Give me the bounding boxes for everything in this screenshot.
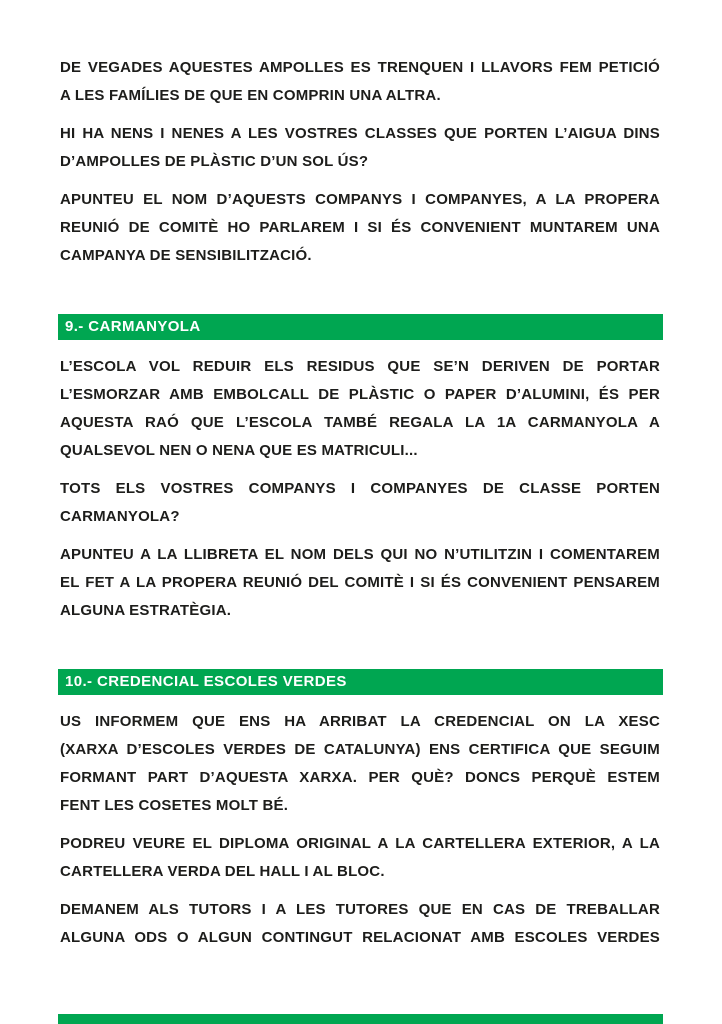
text-line: L’ESCOLA VOL REDUIR ELS RESIDUS QUE SE’N DERIVEN DE PORTAR (60, 358, 660, 375)
paragraph (60, 186, 660, 270)
text-line: L’ESMORZAR AMB EMBOLCALL DE PLÀSTIC O PAPER D’ALUMINI, ÉS PER (60, 386, 660, 403)
text-line: (XARXA D’ESCOLES VERDES DE CATALUNYA) ENS CERTIFICA QUE SEGUIM (60, 741, 660, 758)
text-line: CARTELLERA VERDA DEL HALL I AL BLOC. (60, 863, 385, 880)
text-line: FORMANT PART D’AQUESTA XARXA. PER QUÈ? DONCS PERQUÈ ESTEM (60, 769, 660, 786)
text-line: US INFORMEM QUE ENS HA ARRIBAT LA CREDENCIAL ON LA XESC (60, 713, 660, 730)
text-line: FENT LES COSETES MOLT BÉ. (60, 797, 289, 814)
text-line: REUNIÓ DE COMITÈ HO PARLAREM I SI ÉS CONVENIENT MUNTAREM UNA (60, 219, 660, 236)
paragraph (60, 54, 660, 110)
paragraph (60, 896, 660, 952)
section-header-credencial-escoles-verdes: 10.- CREDENCIAL ESCOLES VERDES (58, 669, 663, 695)
text-line: D’AMPOLLES DE PLÀSTIC D’UN SOL ÚS? (60, 153, 369, 170)
text-line: A LES FAMÍLIES DE QUE EN COMPRIN UNA ALTRA. (60, 87, 441, 104)
text-line: APUNTEU EL NOM D’AQUESTS COMPANYS I COMPANYES, A LA PROPERA (60, 191, 660, 208)
text-line: DE VEGADES AQUESTES AMPOLLES ES TRENQUEN I LLAVORS FEM PETICIÓ (60, 59, 660, 76)
text-line: CARMANYOLA? (60, 508, 180, 525)
text-line: HI HA NENS I NENES A LES VOSTRES CLASSES QUE PORTEN L’AIGUA DINS (60, 125, 660, 142)
paragraph (60, 475, 660, 531)
paragraph (60, 120, 660, 176)
section-header-carmanyola: 9.- CARMANYOLA (58, 314, 663, 340)
text-line: TOTS ELS VOSTRES COMPANYS I COMPANYES DE CLASSE PORTEN (60, 480, 660, 497)
paragraph (60, 830, 660, 886)
text-line: QUALSEVOL NEN O NENA QUE ES MATRICULI... (60, 442, 418, 459)
paragraph (60, 708, 660, 820)
text-line: DEMANEM ALS TUTORS I A LES TUTORES QUE EN CAS DE TREBALLAR (60, 901, 660, 918)
text-line: EL FET A LA PROPERA REUNIÓ DEL COMITÈ I SI ÉS CONVENIENT PENSAREM (60, 574, 660, 591)
text-line: ALGUNA ESTRATÈGIA. (60, 602, 232, 619)
text-line: AQUESTA RAÓ QUE L’ESCOLA TAMBÉ REGALA LA 1A CARMANYOLA A (60, 414, 660, 431)
text-line: APUNTEU A LA LLIBRETA EL NOM DELS QUI NO N’UTILITZIN I COMENTAREM (60, 546, 660, 563)
partial-next-section-bar (58, 1014, 663, 1024)
paragraph (60, 541, 660, 625)
text-line: PODREU VEURE EL DIPLOMA ORIGINAL A LA CARTELLERA EXTERIOR, A LA (60, 835, 660, 852)
text-line: CAMPANYA DE SENSIBILITZACIÓ. (60, 247, 312, 264)
paragraph (60, 353, 660, 465)
text-line: ALGUNA ODS O ALGUN CONTINGUT RELACIONAT AMB ESCOLES VERDES (60, 929, 660, 946)
